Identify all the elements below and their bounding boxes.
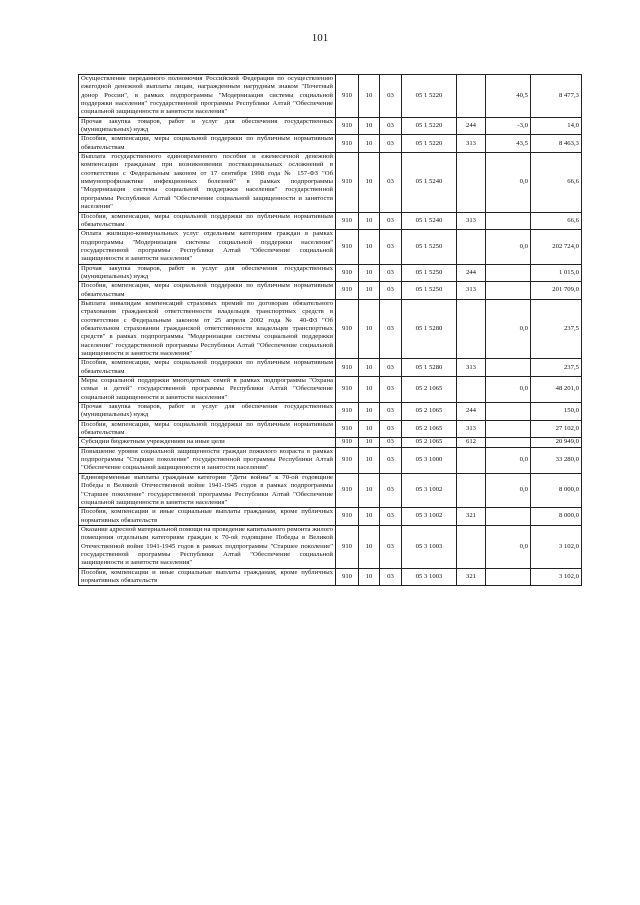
row-description: Повышение уровня социальной защищенности граждан пожилого возраста в рамках подпрограммы "Старшее поколение" государственной программы Республики Алтай "Обеспечение социальной защищенности и занятости населения" [79,447,336,473]
row-section-code: 10 [359,403,380,421]
row-expense-type-code: 244 [457,264,486,282]
row-total-amount: 8 000,0 [531,508,582,526]
row-expense-type-code [457,299,486,358]
row-description: Оплата жилищно-коммунальных услуг отдельным категориям граждан в рамках подпрограммы "Модернизация системы социальной поддержки населения" государственной программы Республики Алтай "Обеспечение социальной защищенности и занятости населения" [79,230,336,264]
row-total-amount: 48 201,0 [531,377,582,403]
table-row [79,75,582,118]
row-description: Пособия, компенсации, меры социальной поддержки по публичным нормативным обязательствам [79,212,336,230]
row-target-article-code: 05 1 5220 [402,75,457,118]
row-expense-type-code [457,473,486,507]
row-section-code: 10 [359,525,380,568]
row-expense-type-code: 321 [457,568,486,586]
row-total-amount: 150,0 [531,403,582,421]
row-subsection-code: 03 [380,403,402,421]
row-description: Пособия, компенсации, меры социальной поддержки по публичным нормативным обязательствам [79,420,336,438]
row-change-amount: 0,0 [486,230,531,264]
row-grbs-code: 910 [336,153,359,212]
row-description: Меры социальной поддержки многодетных семей в рамках подпрограммы "Охрана семьи и детей" государственной программы Республики Алтай "Обеспечение социальной защищенности и занятости населения" [79,377,336,403]
row-total-amount: 3 102,0 [531,525,582,568]
table-row [79,420,582,438]
row-section-code: 10 [359,135,380,153]
row-expense-type-code [457,525,486,568]
row-subsection-code: 03 [380,75,402,118]
row-subsection-code: 03 [380,153,402,212]
row-total-amount: 8 000,0 [531,473,582,507]
row-section-code: 10 [359,420,380,438]
row-target-article-code: 05 1 5280 [402,359,457,377]
row-subsection-code: 03 [380,438,402,447]
row-expense-type-code [457,447,486,473]
row-subsection-code: 03 [380,282,402,300]
row-expense-type-code: 313 [457,135,486,153]
row-total-amount: 14,0 [531,117,582,135]
row-total-amount: 202 724,0 [531,230,582,264]
row-expense-type-code: 313 [457,282,486,300]
table-row [79,508,582,526]
row-description: Единовременные выплаты гражданам категории "Дети войны" к 70-ой годовщине Победы в Великой Отечественной войне 1941-1945 годов в рамках подпрограммы "Старшее поколение" государственной программы Республики Алтай "Обеспечение социальной защищенности и занятости населения" [79,473,336,507]
table-body [79,75,582,586]
row-description: Прочая закупка товаров, работ и услуг для обеспечения государственных (муниципальных) нужд [79,117,336,135]
row-section-code: 10 [359,568,380,586]
row-change-amount [486,359,531,377]
row-description: Прочая закупка товаров, работ и услуг для обеспечения государственных (муниципальных) нужд [79,264,336,282]
row-subsection-code: 03 [380,230,402,264]
row-total-amount: 8 463,3 [531,135,582,153]
table-row [79,473,582,507]
row-section-code: 10 [359,153,380,212]
row-change-amount: 0,0 [486,153,531,212]
row-expense-type-code [457,75,486,118]
row-subsection-code: 03 [380,508,402,526]
row-section-code: 10 [359,230,380,264]
row-subsection-code: 03 [380,525,402,568]
row-expense-type-code: 321 [457,508,486,526]
table-row [79,447,582,473]
row-target-article-code: 05 1 5220 [402,135,457,153]
row-change-amount [486,212,531,230]
page-number: 101 [311,32,329,44]
row-grbs-code: 910 [336,473,359,507]
row-description: Выплата инвалидам компенсаций страховых премий по договорам обязательного страхования гражданской ответственности владельцев транспортных средств в соответствии с Федеральным законом от 25 апреля 2002 года № 40-ФЗ "Об обязательном страховании гражданской ответственности владельцев транспортных средств" в рамках подпрограммы "Модернизация системы социальной поддержки населения" государственной программы Республики Алтай "Обеспечение социальной защищенности и занятости населения" [79,299,336,358]
row-grbs-code: 910 [336,282,359,300]
row-grbs-code: 910 [336,447,359,473]
table-row [79,438,582,447]
row-subsection-code: 03 [380,135,402,153]
row-description: Оказание адресной материальной помощи на проведение капитального ремонта жилого помещения отдельным категориям граждан к 70-ой годовщине Победы в Великой Отечественной войне 1941-1945 годов в рамках подпрограммы "Старшее поколение" государственной программы Республики Алтай "Обеспечение социальной защищенности и занятости населения" [79,525,336,568]
row-change-amount: 0,0 [486,299,531,358]
row-target-article-code: 05 3 1003 [402,525,457,568]
row-grbs-code: 910 [336,359,359,377]
row-change-amount [486,420,531,438]
row-total-amount: 33 280,0 [531,447,582,473]
row-grbs-code: 910 [336,568,359,586]
table-row [79,153,582,212]
budget-table [78,74,582,586]
row-total-amount: 20 949,0 [531,438,582,447]
row-change-amount: 0,0 [486,447,531,473]
row-subsection-code: 03 [380,568,402,586]
row-target-article-code: 05 1 5240 [402,153,457,212]
row-expense-type-code: 313 [457,359,486,377]
row-target-article-code: 05 1 5250 [402,230,457,264]
row-target-article-code: 05 2 1065 [402,377,457,403]
table-row [79,135,582,153]
table-row [79,230,582,264]
row-grbs-code: 910 [336,377,359,403]
row-change-amount: 0,0 [486,473,531,507]
row-change-amount: 0,0 [486,525,531,568]
row-grbs-code: 910 [336,212,359,230]
table-row [79,117,582,135]
row-expense-type-code [457,377,486,403]
table-row [79,212,582,230]
row-subsection-code: 03 [380,420,402,438]
row-change-amount: 40,5 [486,75,531,118]
row-grbs-code: 910 [336,75,359,118]
row-grbs-code: 910 [336,403,359,421]
row-total-amount: 8 477,3 [531,75,582,118]
row-grbs-code: 910 [336,264,359,282]
row-target-article-code: 05 3 1002 [402,473,457,507]
row-section-code: 10 [359,212,380,230]
row-change-amount: 43,5 [486,135,531,153]
row-change-amount: -3,0 [486,117,531,135]
row-total-amount: 3 102,0 [531,568,582,586]
row-section-code: 10 [359,377,380,403]
row-description: Пособия, компенсации, меры социальной поддержки по публичным нормативным обязательствам [79,282,336,300]
row-grbs-code: 910 [336,438,359,447]
row-target-article-code: 05 1 5250 [402,264,457,282]
row-total-amount: 27 102,0 [531,420,582,438]
table-row [79,264,582,282]
table-row [79,377,582,403]
row-grbs-code: 910 [336,135,359,153]
row-change-amount [486,282,531,300]
row-target-article-code: 05 3 1003 [402,568,457,586]
row-change-amount [486,264,531,282]
row-section-code: 10 [359,438,380,447]
row-change-amount: 0,0 [486,377,531,403]
row-change-amount [486,508,531,526]
row-section-code: 10 [359,117,380,135]
row-change-amount [486,438,531,447]
row-grbs-code: 910 [336,117,359,135]
row-subsection-code: 03 [380,299,402,358]
row-total-amount: 237,5 [531,359,582,377]
row-expense-type-code [457,230,486,264]
row-grbs-code: 910 [336,420,359,438]
row-total-amount: 66,6 [531,212,582,230]
row-target-article-code: 05 1 5220 [402,117,457,135]
row-total-amount: 1 015,0 [531,264,582,282]
row-expense-type-code: 612 [457,438,486,447]
row-total-amount: 237,5 [531,299,582,358]
row-description: Пособия, компенсации и иные социальные выплаты гражданам, кроме публичных нормативных обязательств [79,508,336,526]
row-section-code: 10 [359,473,380,507]
table-row [79,359,582,377]
row-target-article-code: 05 3 1002 [402,508,457,526]
row-section-code: 10 [359,447,380,473]
table-row [79,299,582,358]
table-row [79,525,582,568]
row-section-code: 10 [359,264,380,282]
row-target-article-code: 05 2 1065 [402,438,457,447]
row-total-amount: 201 709,0 [531,282,582,300]
row-grbs-code: 910 [336,299,359,358]
row-target-article-code: 05 3 1000 [402,447,457,473]
row-total-amount: 66,6 [531,153,582,212]
row-section-code: 10 [359,359,380,377]
row-subsection-code: 03 [380,212,402,230]
row-grbs-code: 910 [336,508,359,526]
row-description: Прочая закупка товаров, работ и услуг для обеспечения государственных (муниципальных) нужд [79,403,336,421]
row-description: Выплата государственного единовременного пособия и ежемесячной денежной компенсации гражданам при возникновении поствакцинальных осложнений в соответствии с Федеральным законом от 17 сентября 1998 года № 157-ФЗ "Об иммунопрофилактике инфекционных болезней" в рамках подпрограммы "Модернизация системы социальной поддержки населения" государственной программы Республики Алтай "Обеспечение социальной защищенности и занятости населения" [79,153,336,212]
row-change-amount [486,568,531,586]
row-description: Субсидии бюджетным учреждениям на иные цели [79,438,336,447]
row-target-article-code: 05 1 5250 [402,282,457,300]
row-subsection-code: 03 [380,447,402,473]
row-target-article-code: 05 2 1065 [402,403,457,421]
row-expense-type-code: 313 [457,212,486,230]
table-row [79,403,582,421]
row-grbs-code: 910 [336,525,359,568]
row-expense-type-code [457,153,486,212]
row-subsection-code: 03 [380,359,402,377]
row-description: Пособия, компенсации и иные социальные выплаты гражданам, кроме публичных нормативных обязательств [79,568,336,586]
row-description: Осуществление переданного полномочия Российской Федерации по осуществлению ежегодной денежной выплаты лицам, награжденным нагрудным знаком "Почетный донор России", в рамках подпрограммы "Модернизация системы социальной поддержки населения" государственной программы Республики Алтай "Обеспечение социальной защищенности и занятости населения" [79,75,336,118]
row-description: Пособия, компенсации, меры социальной поддержки по публичным нормативным обязательствам [79,359,336,377]
row-subsection-code: 03 [380,377,402,403]
row-target-article-code: 05 2 1065 [402,420,457,438]
row-section-code: 10 [359,282,380,300]
row-subsection-code: 03 [380,473,402,507]
row-description: Пособия, компенсации, меры социальной поддержки по публичным нормативным обязательствам [79,135,336,153]
row-target-article-code: 05 1 5240 [402,212,457,230]
row-subsection-code: 03 [380,117,402,135]
table-row [79,282,582,300]
row-expense-type-code: 244 [457,403,486,421]
row-section-code: 10 [359,508,380,526]
row-section-code: 10 [359,75,380,118]
row-subsection-code: 03 [380,264,402,282]
row-grbs-code: 910 [336,230,359,264]
row-section-code: 10 [359,299,380,358]
row-expense-type-code: 313 [457,420,486,438]
row-expense-type-code: 244 [457,117,486,135]
row-target-article-code: 05 1 5280 [402,299,457,358]
row-change-amount [486,403,531,421]
table-row [79,568,582,586]
